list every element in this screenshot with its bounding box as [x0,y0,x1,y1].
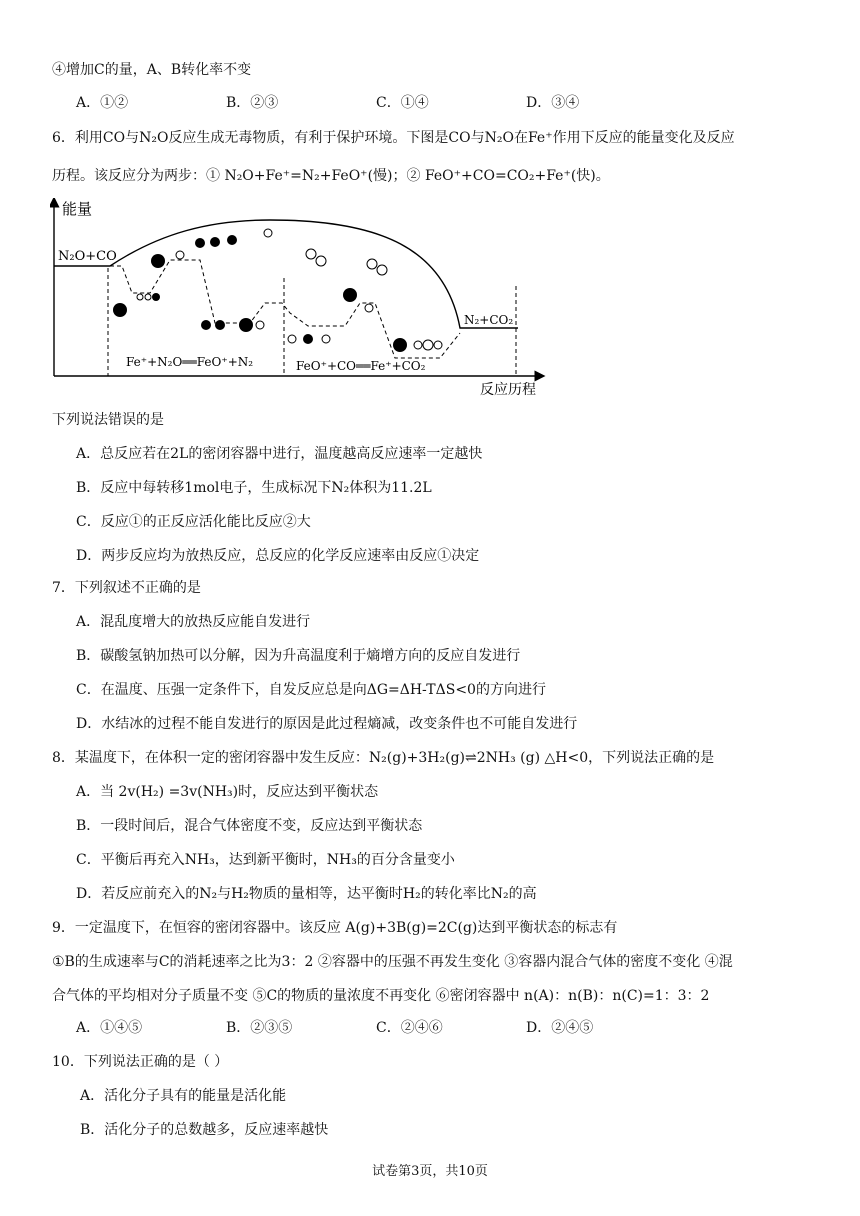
end-label: N₂+CO₂ [464,313,514,327]
q8-option-d: D．若反应前充入的N₂与H₂物质的量相等，达平衡时H₂的转化率比N₂的高 [76,886,537,902]
fe-ion-3 [239,318,253,332]
q10-option-b: B．活化分子的总数越多，反应速率越快 [80,1122,329,1138]
q8-option-b: B．一段时间后，混合气体密度不变，反应达到平衡状态 [76,818,423,834]
q9-option-b: B．②③⑤ [226,1020,293,1036]
q9-stem: 9．一定温度下，在恒容的密闭容器中。该反应 A(g)+3B(g)=2C(g)达到平衡状态的标志有 [52,920,618,936]
fe-ion-5 [393,338,407,352]
co2-b [377,265,387,275]
q8-option-c: C．平衡后再充入NH₃，达到新平衡时，NH₃的百分含量变小 [76,852,455,868]
step2-label: FeO⁺+CO══Fe⁺+CO₂ [296,359,426,373]
co2-3 [434,341,442,349]
q6-option-d: D．两步反应均为放热反应，总反应的化学反应速率由反应①决定 [76,548,480,564]
reaction-path [110,260,460,358]
q5-option-a: A．①② [76,95,129,111]
q6-option-a: A．总反应若在2L的密闭容器中进行，温度越高反应速率一定越快 [76,446,483,462]
co-c [365,304,373,312]
n2-a [306,249,316,259]
q5-item4: ④增加C的量，A、B转化率不变 [52,62,252,78]
feo-fe [201,320,211,330]
co-left [288,335,296,343]
q9-option-d: D．②④⑤ [526,1020,594,1036]
q6-stem-1: 6．利用CO与N₂O反应生成无毒物质，有利于保护环境。下图是CO与N₂O在Fe⁺作用下反应的能量变化及反应 [52,130,735,146]
q5-option-d: D．③④ [526,95,580,111]
page-footer: 试卷第3页，共10页 [372,1164,488,1179]
q7-option-d: D．水结冰的过程不能自发进行的原因是此过程熵减，改变条件也不可能自发进行 [76,716,578,732]
n-atom [256,321,264,329]
co-right [322,335,330,343]
q9-option-a: A．①④⑤ [76,1020,143,1036]
co2-1 [414,341,422,349]
n2o-o [152,293,160,301]
start-label: N₂O+CO [58,249,117,264]
n2-b [316,256,326,266]
q9-options [76,1018,776,1038]
q8-option-a: A．当 2v(H₂) =3v(NH₃)时，反应达到平衡状态 [76,784,379,800]
q7-option-a: A．混乱度增大的放热反应能自发进行 [76,614,311,630]
n2o-n1 [137,294,143,300]
atom-n-2 [264,229,272,237]
q9-items-1: ①B的生成速率与C的消耗速率之比为3：2 ②容器中的压强不再发生变化 ③容器内混合气体的密度不变化 ④混 [52,954,733,970]
co2-2 [423,340,433,350]
atom-o-3 [227,235,237,245]
fe-co [303,334,313,344]
atom-o-2 [210,237,220,247]
step1-label: Fe⁺+N₂O══FeO⁺+N₂ [126,355,254,369]
q9-option-c: C．②④⑥ [376,1020,443,1036]
n2o-n2 [145,294,151,300]
feo-o [215,320,225,330]
q6-option-b: B．反应中每转移1mol电子，生成标况下N₂体积为11.2L [76,480,432,496]
q6-prompt: 下列说法错误的是 [52,412,164,428]
q6-stem-2: 历程。该反应分为两步：① N₂O+Fe⁺=N₂+FeO⁺(慢)；② FeO⁺+CO=CO₂+Fe⁺(快)。 [52,168,610,184]
fe-ion-1 [151,254,165,268]
q8-stem: 8．某温度下，在体积一定的密闭容器中发生反应：N₂(g)+3H₂(g)⇌2NH₃ (g) △H<0，下列说法正确的是 [52,750,715,766]
q6-option-c: C．反应①的正反应活化能比反应②大 [76,514,311,530]
atom-o [195,238,205,248]
atom-n [176,251,184,259]
q5-options [76,93,776,113]
q7-option-c: C．在温度、压强一定条件下，自发反应总是向ΔG=ΔH-TΔS<0的方向进行 [76,682,546,698]
fe-ion-4 [343,288,357,302]
q5-option-b: B．②③ [226,95,279,111]
q7-stem: 7．下列叙述不正确的是 [52,580,201,596]
x-axis-label: 反应历程 [480,382,536,398]
y-axis-label: 能量 [62,200,93,218]
co2-a [367,259,377,269]
q9-items-2: 合气体的平均相对分子质量不变 ⑤C的物质的量浓度不再变化 ⑥密闭容器中 n(A)：n(B)：n(C)=1：3：2 [52,988,710,1004]
energy-diagram [50,198,550,398]
q10-stem: 10．下列说法正确的是（ ） [52,1054,229,1070]
q7-option-b: B．碳酸氢钠加热可以分解，因为升高温度利于熵增方向的反应自发进行 [76,648,521,664]
fe-ion-2 [113,303,127,317]
q10-option-a: A．活化分子具有的能量是活化能 [80,1088,287,1104]
q5-option-c: C．①④ [376,95,429,111]
